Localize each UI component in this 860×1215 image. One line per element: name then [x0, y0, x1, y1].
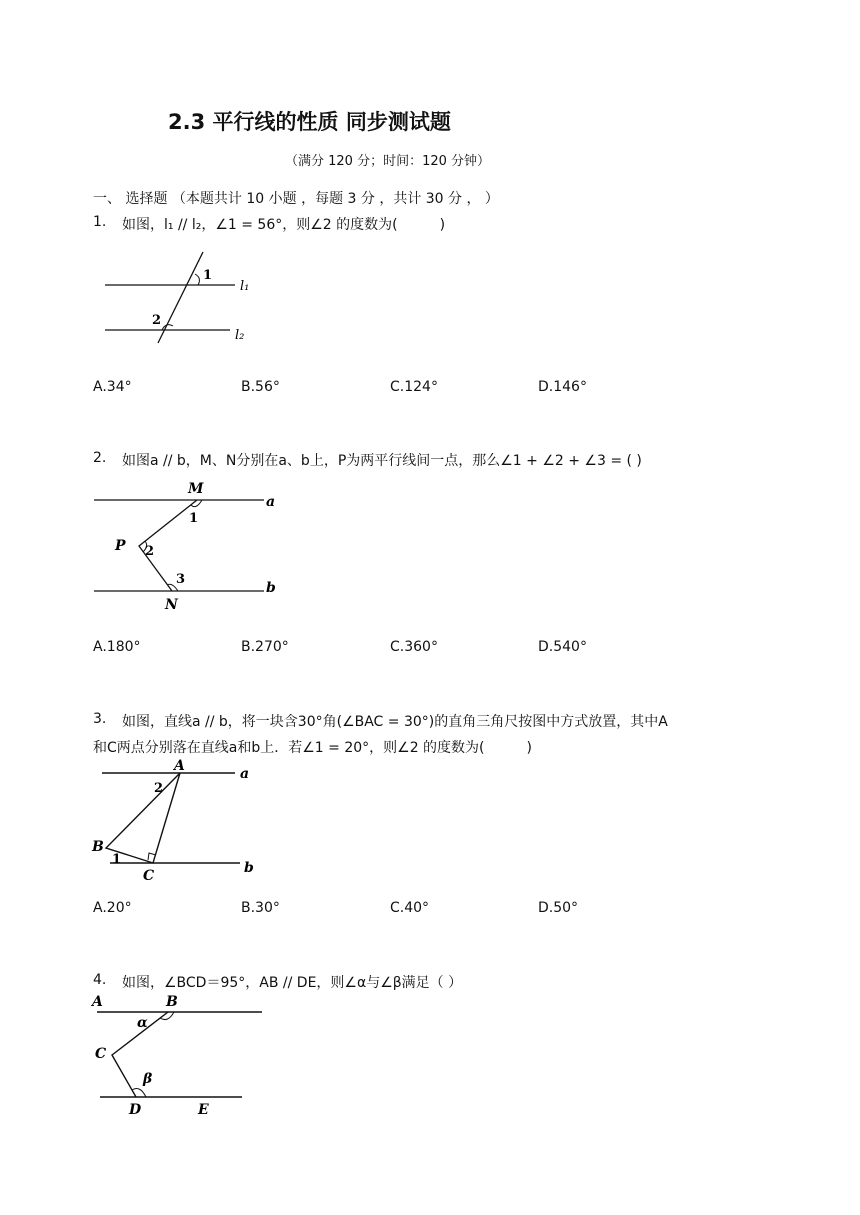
figure-label: 2 — [152, 313, 162, 328]
page-title: 2.3 平行线的性质 同步测试题 — [168, 110, 451, 134]
question-1-number: 1. — [93, 214, 107, 230]
question-3-option-d: D.50° — [538, 900, 579, 916]
angle-1-arc — [195, 274, 199, 285]
figure-label: a — [266, 494, 276, 510]
figure-label: A — [174, 758, 185, 774]
question-3-text-line2: 和C两点分别落在直线a和b上．若∠1 = 20°，则∠2 的度数为( ) — [93, 740, 532, 756]
figure-label: l₂ — [235, 328, 245, 343]
figure-label: 1 — [189, 511, 199, 526]
question-2-text: 如图a // b，M、N分别在a、b上，P为两平行线间一点，那么∠1 + ∠2 + ∠3 = ( ) — [122, 453, 642, 469]
figure-label: M — [188, 481, 204, 497]
figure-label: β — [143, 1071, 153, 1087]
figure-label: N — [165, 597, 178, 613]
figure-label: B — [92, 839, 104, 855]
figure-label: l₁ — [240, 279, 250, 294]
figure-label: 1 — [112, 852, 122, 867]
figure-label: E — [198, 1102, 209, 1118]
section-heading: 一、 选择题 （本题共计 10 小题 ，每题 3 分 ，共计 30 分 ， ） — [93, 191, 499, 207]
question-1-text: 如图，l₁ // l₂，∠1 = 56°，则∠2 的度数为( ) — [122, 217, 446, 233]
question-3-option-b: B.30° — [241, 900, 280, 916]
figure-label: b — [266, 580, 276, 596]
figure-label: α — [137, 1015, 148, 1031]
figure-label: 2 — [154, 781, 164, 796]
question-1-option-a: A.34° — [93, 379, 132, 395]
figure-label: P — [115, 538, 126, 554]
figure-label: A — [92, 994, 103, 1010]
question-3-number: 3. — [93, 711, 107, 727]
question-2-option-a: A.180° — [93, 639, 141, 655]
figure-label: a — [240, 766, 250, 782]
question-4-text: 如图，∠BCD＝95°，AB // DE，则∠α与∠β满足（ ） — [122, 975, 463, 991]
question-1-option-d: D.146° — [538, 379, 587, 395]
figure-label: 3 — [176, 572, 186, 587]
question-2-option-c: C.360° — [390, 639, 438, 655]
question-1-option-c: C.124° — [390, 379, 438, 395]
triangle-ruler — [106, 773, 180, 863]
question-3-option-c: C.40° — [390, 900, 430, 916]
question-2-number: 2. — [93, 450, 107, 466]
figure-label: C — [95, 1046, 107, 1062]
figure-label: D — [129, 1102, 142, 1118]
question-4-number: 4. — [93, 972, 107, 988]
figure-label: b — [244, 860, 254, 876]
question-2-figure — [92, 478, 292, 613]
question-3-figure — [92, 756, 272, 884]
question-1-figure — [100, 250, 270, 350]
question-4-figure — [92, 990, 272, 1120]
figure-label: 1 — [203, 268, 213, 283]
page-subtitle: （满分 120 分；时间：120 分钟） — [285, 154, 491, 169]
question-3-option-a: A.20° — [93, 900, 132, 916]
angle-2-arc — [162, 325, 173, 330]
question-1-option-b: B.56° — [241, 379, 280, 395]
question-2-option-d: D.540° — [538, 639, 587, 655]
figure-label: B — [166, 994, 178, 1010]
question-3-text-line1: 如图，直线a // b，将一块含30°角(∠BAC = 30°)的直角三角尺按图中方式放置，其中A — [122, 714, 668, 730]
figure-label: C — [143, 868, 155, 884]
question-2-option-b: B.270° — [241, 639, 289, 655]
figure-label: 2 — [145, 544, 155, 559]
